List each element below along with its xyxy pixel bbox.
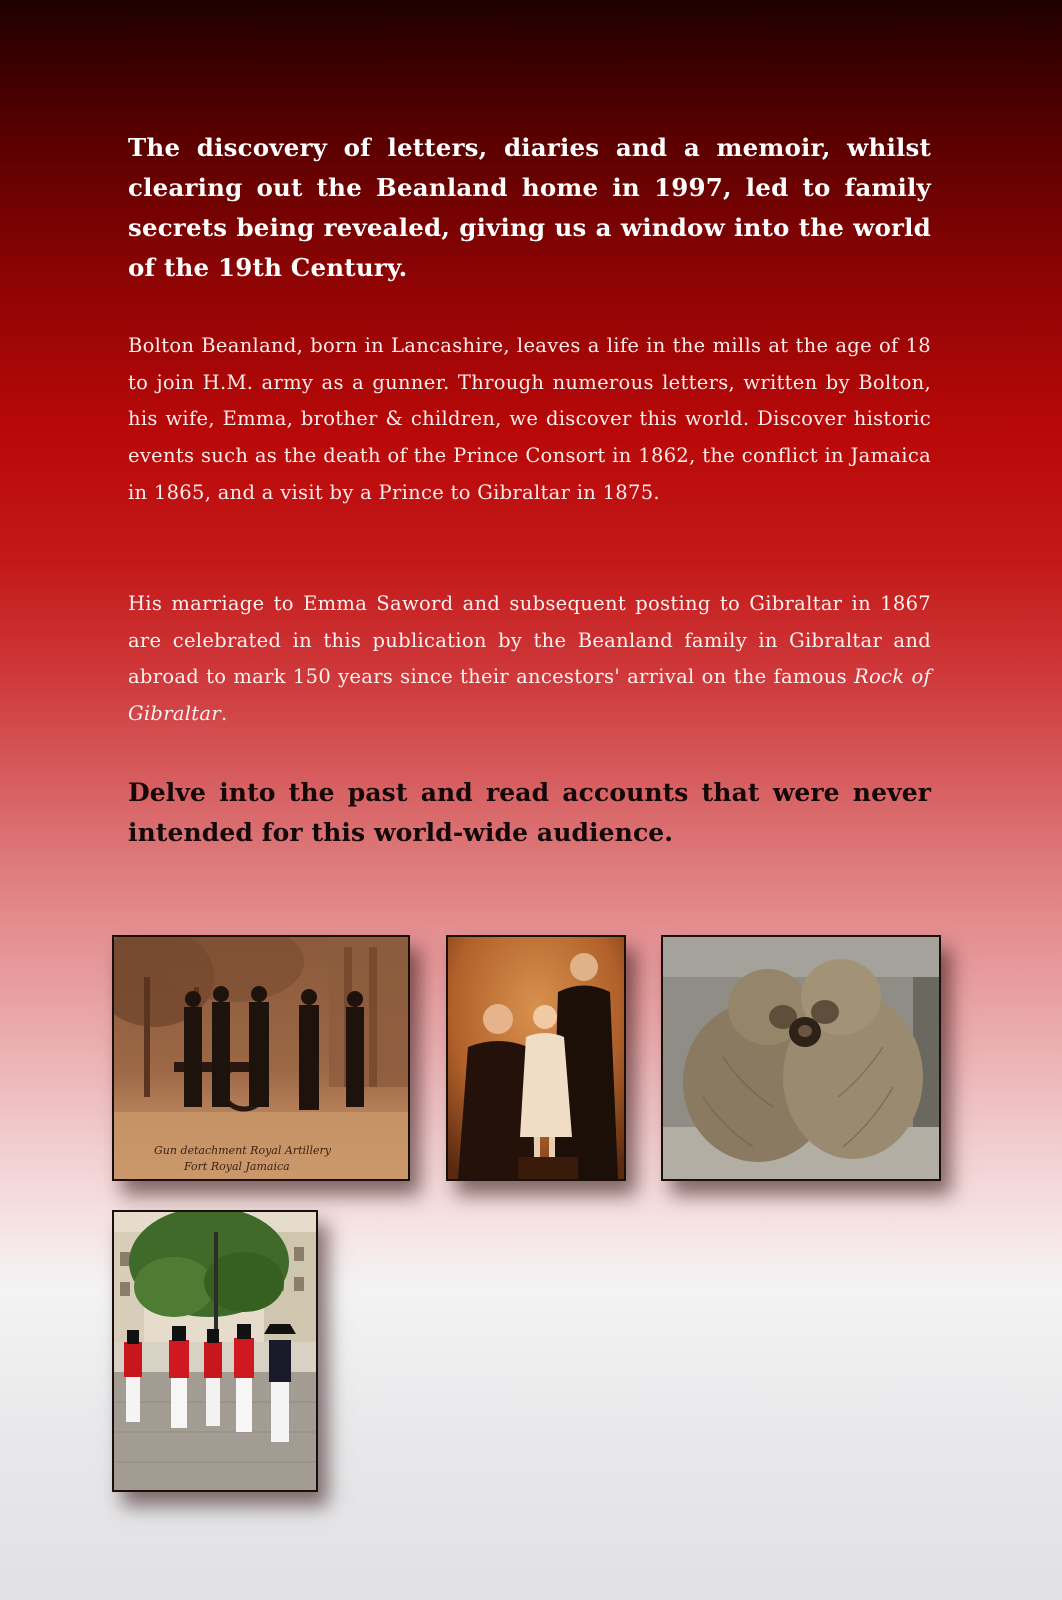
body-paragraph-2-end: . xyxy=(220,702,228,726)
closing-paragraph: Delve into the past and read accounts that were never intended for this world-wide audience. xyxy=(128,778,931,847)
body-paragraph-1: Bolton Beanland, born in Lancashire, leaves a life in the mills at the age of 18 to join H.M. army as a gunner. Through numerous letters, written by Bolton, his wife, Emma, brother & children, we discover this world. Discover historic events such as the death of the Prince Consort in 1862, the conflict in Jamaica in 1865, and a visit by a Prince to Gibraltar in 1875. xyxy=(128,334,931,504)
macaques-photo xyxy=(661,935,941,1181)
gun-detachment-photo xyxy=(112,935,410,1181)
gun-caption-line-1: Gun detachment Royal Artillery xyxy=(154,1144,332,1157)
family-portrait-photo xyxy=(446,935,626,1181)
lead-paragraph: The discovery of letters, diaries and a memoir, whilst clearing out the Beanland home in 1997, led to family secrets being revealed, giving us a window into the world of the 19th Century. xyxy=(128,133,931,282)
body-paragraph-2-start: His marriage to Emma Saword and subsequent posting to Gibraltar in 1867 are celebrated in this publication by the Beanland family in Gibraltar and abroad to mark 150 years since their ancestors' arrival on the famous xyxy=(128,592,931,689)
gun-detachment-image xyxy=(114,937,408,1179)
gun-caption-line-2: Fort Royal Jamaica xyxy=(184,1160,290,1173)
family-portrait-image xyxy=(448,937,624,1179)
body-paragraph-2 xyxy=(128,586,931,733)
rock-of-gibraltar-text: Rock of Gibraltar xyxy=(128,665,932,726)
parade-image xyxy=(114,1212,316,1490)
macaques-image xyxy=(663,937,939,1179)
parade-photo xyxy=(112,1210,318,1492)
